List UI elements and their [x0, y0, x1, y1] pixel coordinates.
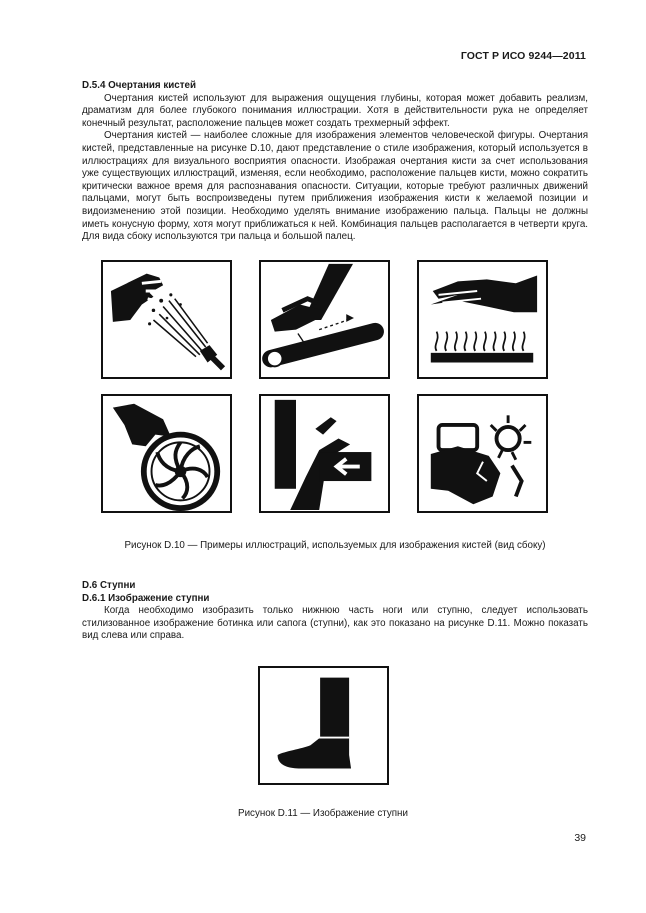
page-number: 39	[574, 832, 586, 844]
section-heading: D.6 Ступни	[82, 580, 136, 591]
section-d54	[82, 80, 588, 244]
paragraph: Когда необходимо изобразить только нижнюю часть ноги или ступню, следует использовать стилизованное изображение ботинка или сапога (ступни), как это показано на рисунке D.11. Можно показать вид слева или справа.	[82, 605, 588, 642]
hand-explosion-icon	[417, 394, 548, 513]
standard-header: ГОСТ Р ИСО 9244—2011	[460, 50, 586, 62]
figure-d10-caption: Рисунок D.10 — Примеры иллюстраций, используемых для изображения кистей (вид сбоку)	[124, 540, 546, 551]
boot-icon	[258, 666, 389, 785]
section-heading: D.5.4 Очертания кистей	[82, 80, 197, 91]
figure-d11-caption: Рисунок D.11 — Изображение ступни	[238, 808, 408, 819]
paragraph: Очертания кистей используют для выражения ощущения глубины, которая может добавить реализм, драматизм для более глубокого понимания иллюстрации. Хотя в действительности рука не определяет конечный результат, расположение пальцев может создать трехмерный эффект.	[82, 92, 588, 129]
hand-heat-icon	[417, 260, 548, 379]
hand-spray-icon	[101, 260, 232, 379]
hand-crush-rollers-icon	[259, 260, 390, 379]
hand-fan-icon	[101, 394, 232, 513]
paragraph: Очертания кистей — наиболее сложные для изображения элементов человеческой фигуры. Очертания кистей, представленные на рисунке D.10, дают представление о стиле изображения, который используется в иллюстрациях для визуального восприятия опасности. Изображая очертания кисти за счет использования уже существующих иллюстраций, изменяя, если необходимо, расположение пальцев кисти, можно сократить критически важное время для распознавания опасности. Ситуации, которые требуют различных движений пальцами, могут быть воспроизведены путем приближения изображения кисти к желаемой позиции и видоизменению этой позиции. Необходимо уделять внимание изображению пальца. Пальцы не должны иметь конусную форму, хотя могут приближаться к ней. Комбинация пальцев располагается в четверти круга. Для вида сбоку используются три пальца и большой палец.	[82, 130, 588, 243]
subsection-heading: D.6.1 Изображение ступни	[82, 592, 210, 604]
hand-press-arrow-icon	[259, 394, 390, 513]
section-d6	[82, 580, 588, 643]
